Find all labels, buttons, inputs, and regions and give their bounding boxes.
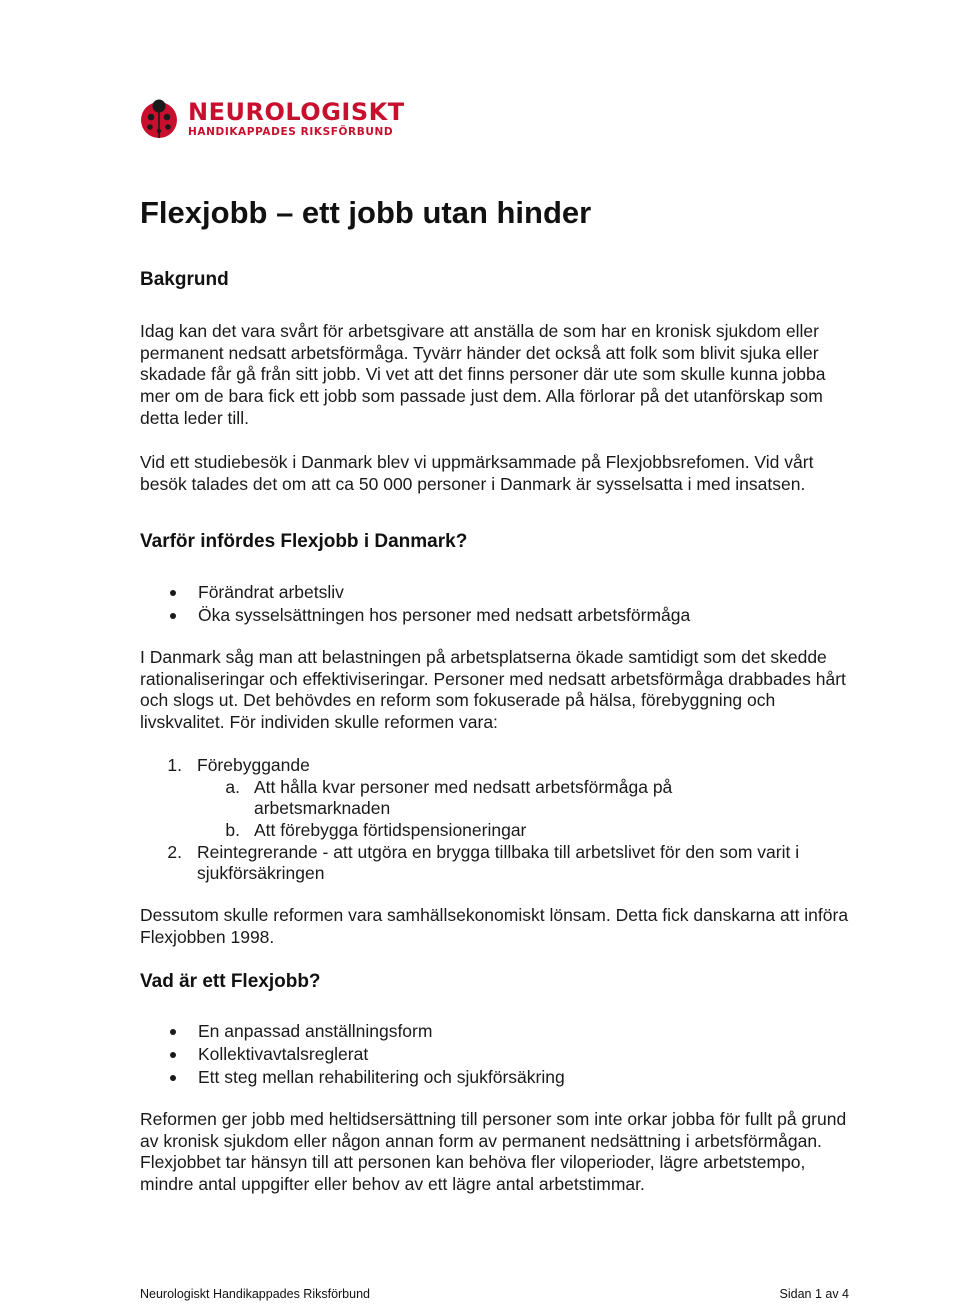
list-item: En anpassad anställningsform — [140, 1020, 565, 1043]
paragraph-danmark: I Danmark såg man att belastningen på arbetsplatserna ökade samtidigt som det skedde rationaliseringar och effektiviseringar. Personer med nedsatt arbetsförmåga drabbades hårt och slogs ut. Det behövdes en reform som fokuserade på hälsa, förebyggning och livskvalitet. För individen skulle reformen vara: — [140, 647, 846, 733]
list-item: Reintegrerande - att utgöra en brygga tillbaka till arbetslivet för den som varit i sjukförsäkringen — [197, 841, 800, 884]
footer-page-number: Sidan 1 av 4 — [779, 1287, 849, 1301]
heading-bakgrund: Bakgrund — [140, 269, 229, 290]
paragraph-intro: Idag kan det vara svårt för arbetsgivare att anställa de som har en kronisk sjukdom eller permanent nedsatt arbetsförmåga. Tyvärr händer det också att folk som blivit sjuka eller skadade får gå från sitt jobb. Vi vet att det finns personer där ute som skulle kunna jobba mer om de bara fick ett jobb som passade just dem. Alla förlorar på det utanförskap som detta leder till. — [140, 321, 826, 428]
list-letter: a. — [225, 776, 240, 797]
paragraph-studiebesok: Vid ett studiebesök i Danmark blev vi uppmärksammade på Flexjobbsrefomen. Vid vårt besök talades det om att ca 50 000 personer i Danmark är sysselsatta i med insatsen. — [140, 452, 814, 494]
list-item: Ett steg mellan rehabilitering och sjukförsäkring — [140, 1066, 565, 1089]
list-item: Att förebygga förtidspensioneringar — [254, 820, 527, 841]
bullet-list-vad — [140, 1020, 565, 1089]
ladybug-icon — [138, 98, 180, 140]
org-logo — [138, 96, 405, 142]
list-number: 1. — [167, 755, 182, 775]
list-item: Förändrat arbetsliv — [140, 581, 690, 604]
org-name: NEUROLOGISKT — [188, 98, 405, 126]
bullet-list-varfor — [140, 581, 690, 627]
org-subtitle: HANDIKAPPADES RIKSFÖRBUND — [188, 126, 394, 138]
list-letter: b. — [225, 820, 240, 841]
list-item: Förebyggande — [197, 755, 310, 775]
list-item: Öka sysselsättningen hos personer med nedsatt arbetsförmåga — [140, 604, 690, 627]
document-title: Flexjobb – ett jobb utan hinder — [140, 195, 592, 230]
footer-org: Neurologiskt Handikappades Riksförbund — [140, 1287, 370, 1301]
paragraph-reformen: Reformen ger jobb med heltidsersättning till personer som inte orkar jobba för fullt på grund av kronisk sjukdom eller någon annan form av permanent nedsättning i arbetsförmågan. Flexjobbet tar hänsyn till att personen kan behöva fler viloperioder, lägre arbetstempo, mindre antal uppgifter eller behov av ett lägre antal arbetstimmar. — [140, 1109, 847, 1195]
list-number: 2. — [167, 841, 182, 862]
numbered-list — [140, 755, 860, 885]
list-item: Att hålla kvar personer med nedsatt arbetsförmåga på arbetsmarknaden — [254, 776, 673, 819]
heading-vad: Vad är ett Flexjobb? — [140, 971, 321, 992]
heading-varfor: Varför infördes Flexjobb i Danmark? — [140, 531, 468, 552]
paragraph-dessutom: Dessutom skulle reformen vara samhällsekonomiskt lönsam. Detta fick danskarna att införa Flexjobben 1998. — [140, 905, 849, 947]
list-item: Kollektivavtalsreglerat — [140, 1043, 565, 1066]
